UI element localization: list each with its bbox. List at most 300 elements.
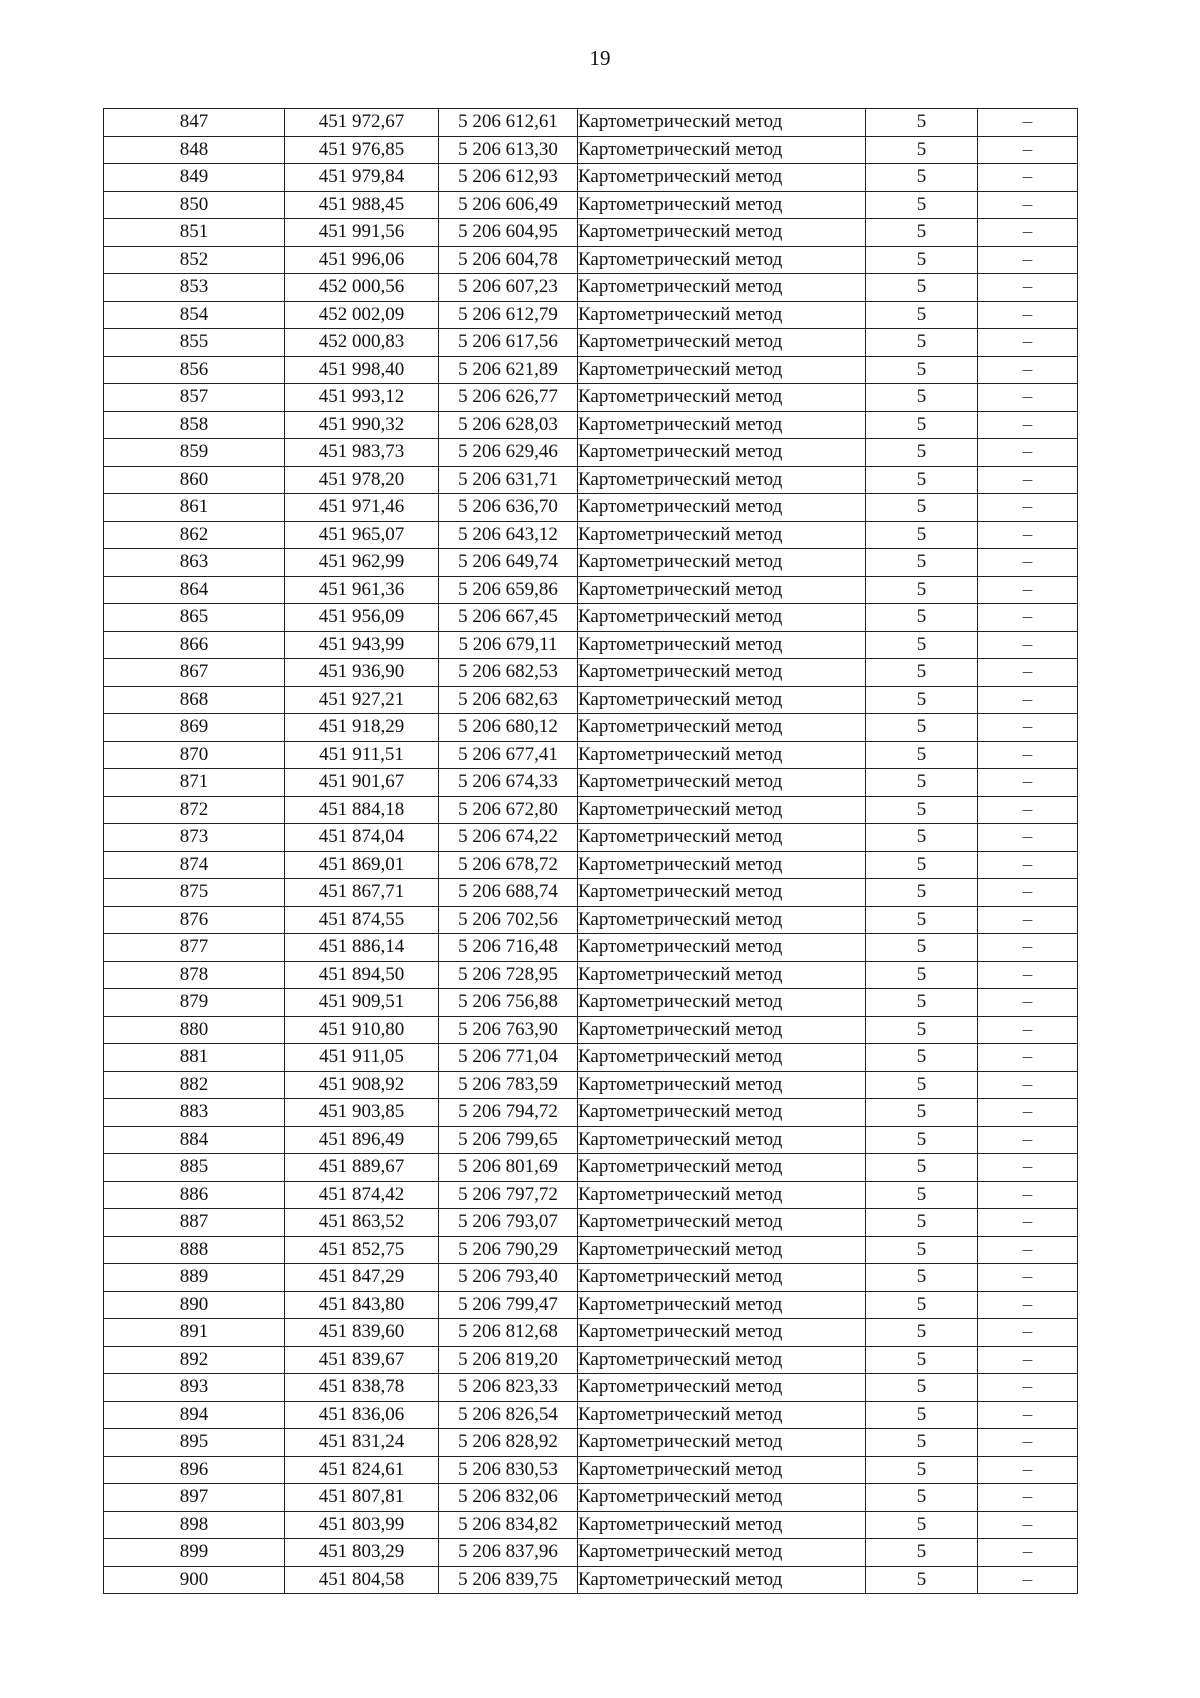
method-cell: Картометрический метод [578,1016,866,1044]
x-coordinate-cell: 451 896,49 [285,1126,439,1154]
y-coordinate-cell: 5 206 672,80 [439,796,578,824]
point-number-cell: 872 [104,796,285,824]
method-cell: Картометрический метод [578,219,866,247]
x-coordinate-cell: 451 874,55 [285,906,439,934]
accuracy-cell: 5 [866,1401,978,1429]
table-row [104,384,1078,412]
note-cell: – [978,989,1078,1017]
table-row [104,906,1078,934]
method-cell: Картометрический метод [578,329,866,357]
accuracy-cell: 5 [866,1071,978,1099]
point-number-cell: 858 [104,411,285,439]
point-number-cell: 896 [104,1456,285,1484]
y-coordinate-cell: 5 206 679,11 [439,631,578,659]
x-coordinate-cell: 451 971,46 [285,494,439,522]
point-number-cell: 886 [104,1181,285,1209]
x-coordinate-cell: 451 978,20 [285,466,439,494]
x-coordinate-cell: 451 911,51 [285,741,439,769]
y-coordinate-cell: 5 206 682,63 [439,686,578,714]
y-coordinate-cell: 5 206 830,53 [439,1456,578,1484]
x-coordinate-cell: 451 884,18 [285,796,439,824]
accuracy-cell: 5 [866,851,978,879]
y-coordinate-cell: 5 206 832,06 [439,1484,578,1512]
x-coordinate-cell: 451 869,01 [285,851,439,879]
y-coordinate-cell: 5 206 771,04 [439,1044,578,1072]
y-coordinate-cell: 5 206 763,90 [439,1016,578,1044]
table-row [104,796,1078,824]
x-coordinate-cell: 451 990,32 [285,411,439,439]
x-coordinate-cell: 451 976,85 [285,136,439,164]
note-cell: – [978,1236,1078,1264]
accuracy-cell: 5 [866,164,978,192]
point-number-cell: 879 [104,989,285,1017]
y-coordinate-cell: 5 206 604,78 [439,246,578,274]
y-coordinate-cell: 5 206 677,41 [439,741,578,769]
table-row [104,1319,1078,1347]
note-cell: – [978,1126,1078,1154]
point-number-cell: 881 [104,1044,285,1072]
table-row [104,1456,1078,1484]
note-cell: – [978,136,1078,164]
accuracy-cell: 5 [866,1181,978,1209]
method-cell: Картометрический метод [578,1319,866,1347]
table-row [104,521,1078,549]
point-number-cell: 877 [104,934,285,962]
accuracy-cell: 5 [866,769,978,797]
method-cell: Картометрический метод [578,191,866,219]
table-row [104,164,1078,192]
method-cell: Картометрический метод [578,1429,866,1457]
x-coordinate-cell: 451 847,29 [285,1264,439,1292]
note-cell: – [978,1209,1078,1237]
y-coordinate-cell: 5 206 716,48 [439,934,578,962]
table-row [104,356,1078,384]
note-cell: – [978,1566,1078,1594]
accuracy-cell: 5 [866,1264,978,1292]
table-row [104,411,1078,439]
x-coordinate-cell: 451 803,29 [285,1539,439,1567]
method-cell: Картометрический метод [578,301,866,329]
method-cell: Картометрический метод [578,549,866,577]
note-cell: – [978,604,1078,632]
point-number-cell: 854 [104,301,285,329]
note-cell: – [978,714,1078,742]
note-cell: – [978,1291,1078,1319]
table-row [104,1374,1078,1402]
x-coordinate-cell: 451 979,84 [285,164,439,192]
y-coordinate-cell: 5 206 631,71 [439,466,578,494]
method-cell: Картометрический метод [578,1539,866,1567]
y-coordinate-cell: 5 206 793,40 [439,1264,578,1292]
method-cell: Картометрический метод [578,989,866,1017]
accuracy-cell: 5 [866,1044,978,1072]
method-cell: Картометрический метод [578,1291,866,1319]
point-number-cell: 871 [104,769,285,797]
y-coordinate-cell: 5 206 628,03 [439,411,578,439]
note-cell: – [978,1071,1078,1099]
y-coordinate-cell: 5 206 794,72 [439,1099,578,1127]
method-cell: Картометрический метод [578,961,866,989]
y-coordinate-cell: 5 206 626,77 [439,384,578,412]
accuracy-cell: 5 [866,1126,978,1154]
point-number-cell: 900 [104,1566,285,1594]
accuracy-cell: 5 [866,439,978,467]
table-row [104,1429,1078,1457]
accuracy-cell: 5 [866,466,978,494]
point-number-cell: 888 [104,1236,285,1264]
point-number-cell: 862 [104,521,285,549]
point-number-cell: 890 [104,1291,285,1319]
note-cell: – [978,1456,1078,1484]
y-coordinate-cell: 5 206 826,54 [439,1401,578,1429]
table-row [104,961,1078,989]
point-number-cell: 882 [104,1071,285,1099]
table-row [104,1236,1078,1264]
table-row [104,1181,1078,1209]
accuracy-cell: 5 [866,1429,978,1457]
point-number-cell: 860 [104,466,285,494]
accuracy-cell: 5 [866,1566,978,1594]
table-row [104,659,1078,687]
note-cell: – [978,466,1078,494]
table-row [104,879,1078,907]
method-cell: Картометрический метод [578,521,866,549]
accuracy-cell: 5 [866,934,978,962]
x-coordinate-cell: 452 000,83 [285,329,439,357]
point-number-cell: 867 [104,659,285,687]
note-cell: – [978,521,1078,549]
method-cell: Картометрический метод [578,1566,866,1594]
note-cell: – [978,851,1078,879]
x-coordinate-cell: 451 991,56 [285,219,439,247]
method-cell: Картометрический метод [578,906,866,934]
y-coordinate-cell: 5 206 839,75 [439,1566,578,1594]
point-number-cell: 898 [104,1511,285,1539]
note-cell: – [978,301,1078,329]
accuracy-cell: 5 [866,191,978,219]
note-cell: – [978,659,1078,687]
table-row [104,1401,1078,1429]
y-coordinate-cell: 5 206 812,68 [439,1319,578,1347]
y-coordinate-cell: 5 206 728,95 [439,961,578,989]
accuracy-cell: 5 [866,384,978,412]
method-cell: Картометрический метод [578,1346,866,1374]
accuracy-cell: 5 [866,301,978,329]
method-cell: Картометрический метод [578,824,866,852]
y-coordinate-cell: 5 206 680,12 [439,714,578,742]
x-coordinate-cell: 451 983,73 [285,439,439,467]
x-coordinate-cell: 451 903,85 [285,1099,439,1127]
accuracy-cell: 5 [866,1346,978,1374]
method-cell: Картометрический метод [578,1181,866,1209]
note-cell: – [978,1154,1078,1182]
accuracy-cell: 5 [866,659,978,687]
point-number-cell: 889 [104,1264,285,1292]
accuracy-cell: 5 [866,549,978,577]
x-coordinate-cell: 451 998,40 [285,356,439,384]
x-coordinate-cell: 451 911,05 [285,1044,439,1072]
y-coordinate-cell: 5 206 837,96 [439,1539,578,1567]
method-cell: Картометрический метод [578,136,866,164]
x-coordinate-cell: 451 804,58 [285,1566,439,1594]
method-cell: Картометрический метод [578,1236,866,1264]
accuracy-cell: 5 [866,714,978,742]
accuracy-cell: 5 [866,274,978,302]
note-cell: – [978,934,1078,962]
x-coordinate-cell: 451 874,04 [285,824,439,852]
table-row [104,576,1078,604]
note-cell: – [978,1181,1078,1209]
x-coordinate-cell: 451 927,21 [285,686,439,714]
table-row [104,1566,1078,1594]
y-coordinate-cell: 5 206 793,07 [439,1209,578,1237]
point-number-cell: 863 [104,549,285,577]
x-coordinate-cell: 451 943,99 [285,631,439,659]
x-coordinate-cell: 451 901,67 [285,769,439,797]
point-number-cell: 851 [104,219,285,247]
accuracy-cell: 5 [866,879,978,907]
x-coordinate-cell: 451 972,67 [285,109,439,137]
accuracy-cell: 5 [866,1319,978,1347]
note-cell: – [978,246,1078,274]
accuracy-cell: 5 [866,961,978,989]
x-coordinate-cell: 451 839,60 [285,1319,439,1347]
method-cell: Картометрический метод [578,356,866,384]
point-number-cell: 885 [104,1154,285,1182]
x-coordinate-cell: 451 889,67 [285,1154,439,1182]
accuracy-cell: 5 [866,989,978,1017]
y-coordinate-cell: 5 206 834,82 [439,1511,578,1539]
point-number-cell: 859 [104,439,285,467]
x-coordinate-cell: 451 874,42 [285,1181,439,1209]
table-row [104,989,1078,1017]
x-coordinate-cell: 451 996,06 [285,246,439,274]
y-coordinate-cell: 5 206 682,53 [439,659,578,687]
method-cell: Картометрический метод [578,796,866,824]
method-cell: Картометрический метод [578,576,866,604]
method-cell: Картометрический метод [578,1484,866,1512]
point-number-cell: 894 [104,1401,285,1429]
x-coordinate-cell: 451 807,81 [285,1484,439,1512]
table-row [104,109,1078,137]
point-number-cell: 875 [104,879,285,907]
note-cell: – [978,1044,1078,1072]
method-cell: Картометрический метод [578,851,866,879]
x-coordinate-cell: 451 909,51 [285,989,439,1017]
note-cell: – [978,356,1078,384]
point-number-cell: 853 [104,274,285,302]
point-number-cell: 887 [104,1209,285,1237]
accuracy-cell: 5 [866,576,978,604]
y-coordinate-cell: 5 206 801,69 [439,1154,578,1182]
table-row [104,549,1078,577]
point-number-cell: 895 [104,1429,285,1457]
table-row [104,1539,1078,1567]
accuracy-cell: 5 [866,1484,978,1512]
table-row [104,934,1078,962]
method-cell: Картометрический метод [578,164,866,192]
method-cell: Картометрический метод [578,1099,866,1127]
method-cell: Картометрический метод [578,1044,866,1072]
note-cell: – [978,274,1078,302]
coordinates-table [103,108,1078,1594]
note-cell: – [978,191,1078,219]
point-number-cell: 848 [104,136,285,164]
point-number-cell: 866 [104,631,285,659]
y-coordinate-cell: 5 206 612,61 [439,109,578,137]
point-number-cell: 852 [104,246,285,274]
point-number-cell: 868 [104,686,285,714]
note-cell: – [978,1099,1078,1127]
method-cell: Картометрический метод [578,1264,866,1292]
y-coordinate-cell: 5 206 783,59 [439,1071,578,1099]
note-cell: – [978,1016,1078,1044]
method-cell: Картометрический метод [578,604,866,632]
method-cell: Картометрический метод [578,109,866,137]
point-number-cell: 857 [104,384,285,412]
y-coordinate-cell: 5 206 797,72 [439,1181,578,1209]
method-cell: Картометрический метод [578,439,866,467]
note-cell: – [978,494,1078,522]
x-coordinate-cell: 451 956,09 [285,604,439,632]
x-coordinate-cell: 451 886,14 [285,934,439,962]
x-coordinate-cell: 451 961,36 [285,576,439,604]
note-cell: – [978,961,1078,989]
table-row [104,494,1078,522]
y-coordinate-cell: 5 206 621,89 [439,356,578,384]
accuracy-cell: 5 [866,1456,978,1484]
point-number-cell: 892 [104,1346,285,1374]
note-cell: – [978,1346,1078,1374]
accuracy-cell: 5 [866,494,978,522]
accuracy-cell: 5 [866,1154,978,1182]
y-coordinate-cell: 5 206 617,56 [439,329,578,357]
table-row [104,714,1078,742]
accuracy-cell: 5 [866,246,978,274]
table-row [104,219,1078,247]
method-cell: Картометрический метод [578,1401,866,1429]
accuracy-cell: 5 [866,109,978,137]
point-number-cell: 849 [104,164,285,192]
point-number-cell: 876 [104,906,285,934]
point-number-cell: 880 [104,1016,285,1044]
note-cell: – [978,164,1078,192]
y-coordinate-cell: 5 206 613,30 [439,136,578,164]
method-cell: Картометрический метод [578,631,866,659]
point-number-cell: 893 [104,1374,285,1402]
y-coordinate-cell: 5 206 606,49 [439,191,578,219]
table-row [104,604,1078,632]
accuracy-cell: 5 [866,631,978,659]
accuracy-cell: 5 [866,1374,978,1402]
y-coordinate-cell: 5 206 667,45 [439,604,578,632]
point-number-cell: 850 [104,191,285,219]
method-cell: Картометрический метод [578,384,866,412]
accuracy-cell: 5 [866,796,978,824]
accuracy-cell: 5 [866,906,978,934]
method-cell: Картометрический метод [578,659,866,687]
table-row [104,1346,1078,1374]
accuracy-cell: 5 [866,1539,978,1567]
y-coordinate-cell: 5 206 604,95 [439,219,578,247]
note-cell: – [978,879,1078,907]
y-coordinate-cell: 5 206 799,65 [439,1126,578,1154]
note-cell: – [978,824,1078,852]
table-row [104,1154,1078,1182]
note-cell: – [978,384,1078,412]
table-row [104,1099,1078,1127]
note-cell: – [978,1319,1078,1347]
point-number-cell: 869 [104,714,285,742]
x-coordinate-cell: 452 002,09 [285,301,439,329]
y-coordinate-cell: 5 206 799,47 [439,1291,578,1319]
point-number-cell: 884 [104,1126,285,1154]
x-coordinate-cell: 452 000,56 [285,274,439,302]
method-cell: Картометрический метод [578,714,866,742]
method-cell: Картометрический метод [578,1071,866,1099]
accuracy-cell: 5 [866,824,978,852]
table-row [104,301,1078,329]
table-row [104,1511,1078,1539]
note-cell: – [978,219,1078,247]
point-number-cell: 861 [104,494,285,522]
x-coordinate-cell: 451 863,52 [285,1209,439,1237]
accuracy-cell: 5 [866,329,978,357]
accuracy-cell: 5 [866,1016,978,1044]
note-cell: – [978,1539,1078,1567]
point-number-cell: 878 [104,961,285,989]
y-coordinate-cell: 5 206 678,72 [439,851,578,879]
coordinates-table-body [104,109,1078,1594]
note-cell: – [978,769,1078,797]
method-cell: Картометрический метод [578,769,866,797]
method-cell: Картометрический метод [578,1126,866,1154]
table-row [104,1044,1078,1072]
y-coordinate-cell: 5 206 674,33 [439,769,578,797]
accuracy-cell: 5 [866,1291,978,1319]
note-cell: – [978,906,1078,934]
x-coordinate-cell: 451 836,06 [285,1401,439,1429]
table-row [104,1291,1078,1319]
note-cell: – [978,1429,1078,1457]
table-row [104,246,1078,274]
y-coordinate-cell: 5 206 823,33 [439,1374,578,1402]
accuracy-cell: 5 [866,686,978,714]
table-row [104,1126,1078,1154]
method-cell: Картометрический метод [578,411,866,439]
method-cell: Картометрический метод [578,686,866,714]
point-number-cell: 899 [104,1539,285,1567]
method-cell: Картометрический метод [578,466,866,494]
table-row [104,1209,1078,1237]
accuracy-cell: 5 [866,219,978,247]
y-coordinate-cell: 5 206 629,46 [439,439,578,467]
y-coordinate-cell: 5 206 819,20 [439,1346,578,1374]
table-row [104,191,1078,219]
note-cell: – [978,411,1078,439]
table-row [104,329,1078,357]
note-cell: – [978,686,1078,714]
y-coordinate-cell: 5 206 828,92 [439,1429,578,1457]
x-coordinate-cell: 451 831,24 [285,1429,439,1457]
point-number-cell: 883 [104,1099,285,1127]
point-number-cell: 891 [104,1319,285,1347]
table-row [104,686,1078,714]
method-cell: Картометрический метод [578,1456,866,1484]
table-row [104,1484,1078,1512]
y-coordinate-cell: 5 206 643,12 [439,521,578,549]
table-row [104,824,1078,852]
